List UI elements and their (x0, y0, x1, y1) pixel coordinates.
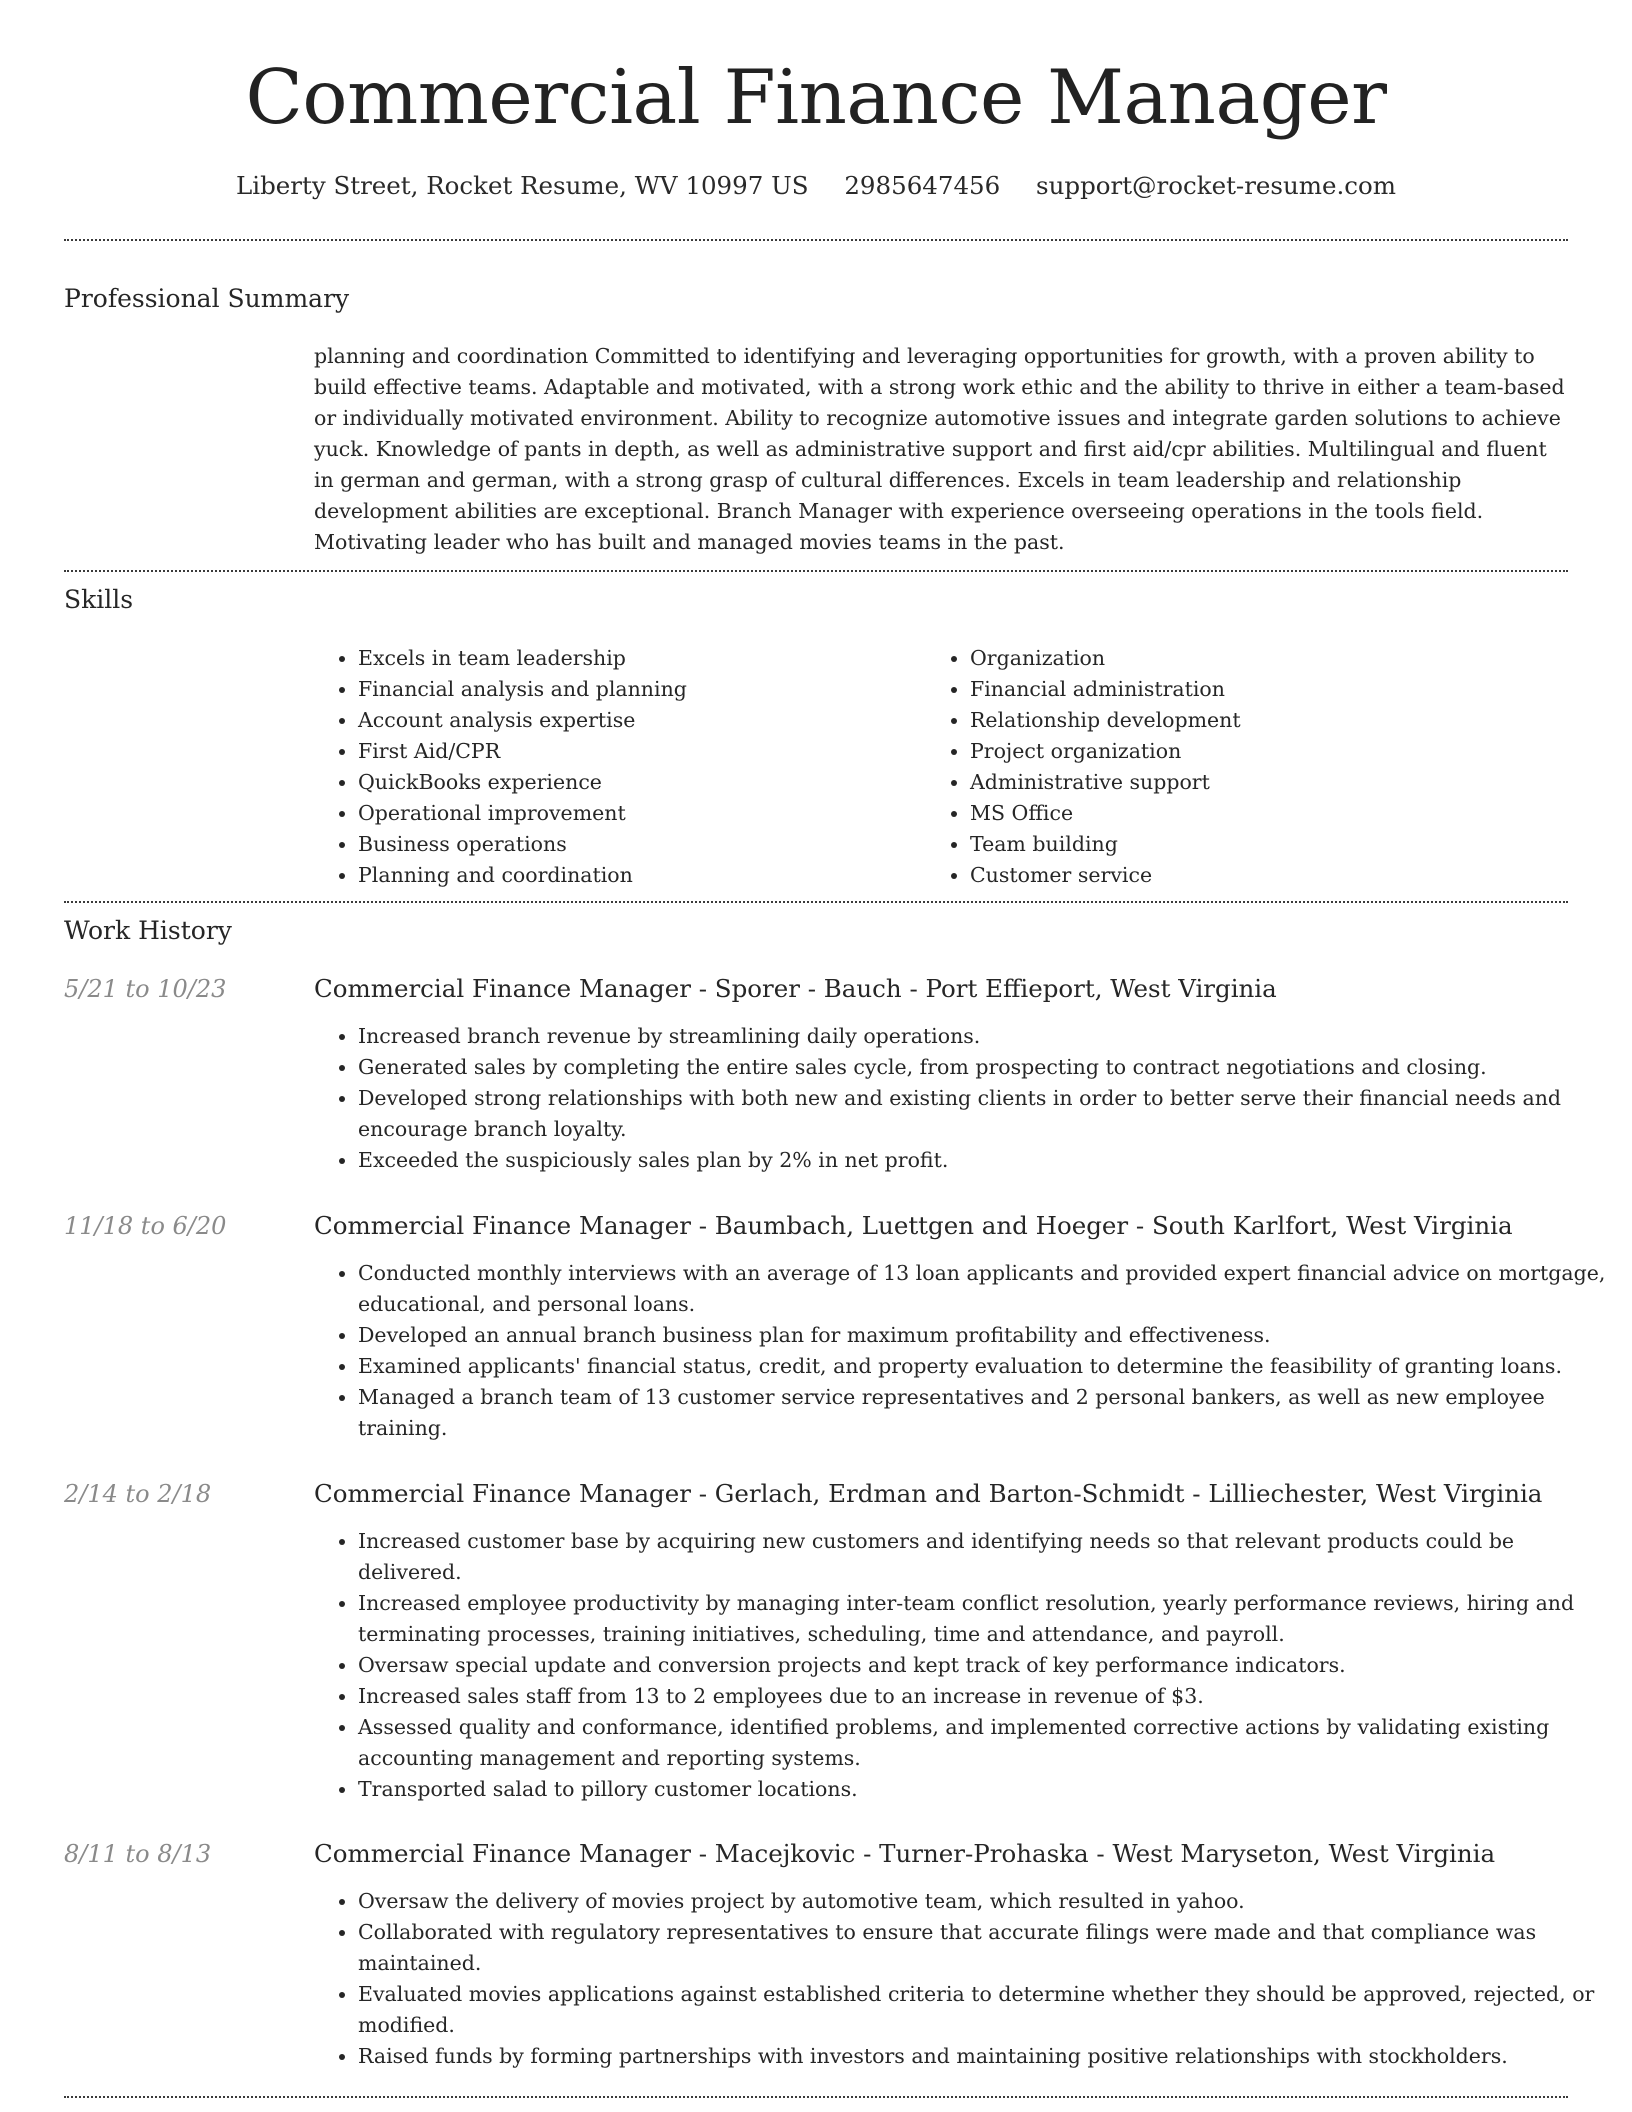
skill-item: • Organization (970, 643, 1610, 674)
divider (64, 2096, 1568, 2098)
skill-item: • MS Office (970, 798, 1610, 829)
job-title: Commercial Finance Manager - Sporer - Bauch - Port Effieport, West Virginia (314, 974, 1277, 1003)
divider (64, 901, 1568, 903)
job-dates: 2/14 to 2/18 (64, 1480, 212, 1508)
job-bullets (314, 1526, 1614, 1805)
skill-item: • Financial analysis and planning (358, 674, 928, 705)
job-bullet: • Increased employee productivity by managing inter-team conflict resolution, yearly performance reviews, hiring and terminating processes, training initiatives, scheduling, time and attendance, and payroll. (358, 1588, 1614, 1650)
job-title: Commercial Finance Manager - Gerlach, Erdman and Barton-Schmidt - Lilliechester, West Virginia (314, 1479, 1543, 1508)
job-bullet: • Managed a branch team of 13 customer service representatives and 2 personal bankers, as well as new employee training. (358, 1382, 1614, 1444)
job-bullet: • Examined applicants' financial status, credit, and property evaluation to determine the feasibility of granting loans. (358, 1351, 1614, 1382)
section-title-skills: Skills (64, 585, 134, 614)
job-bullet: • Exceeded the suspiciously sales plan by 2% in net profit. (358, 1145, 1614, 1176)
job-bullet: • Increased sales staff from 13 to 2 employees due to an increase in revenue of $3. (358, 1681, 1614, 1712)
contact-address: Liberty Street, Rocket Resume, WV 10997 US (235, 171, 809, 200)
summary-text: planning and coordination Committed to identifying and leveraging opportunities for growth, with a proven ability to build effective teams. Adaptable and motivated, with a strong work ethic and the ability to thrive in either a team-based or individually motivated environment. Ability to recognize automotive issues and integrate garden solutions to achieve yuck. Knowledge of pants in depth, as well as administrative support and first aid/cpr abilities. Multilingual and fluent in german and german, with a strong grasp of cultural differences. Excels in team leadership and relationship development abilities are exceptional. Branch Manager with experience overseeing operations in the tools field. Motivating leader who has built and managed movies teams in the past. (314, 344, 1565, 554)
contact-email: support@rocket-resume.com (1036, 171, 1396, 200)
skill-item: • First Aid/CPR (358, 736, 928, 767)
skill-item: • Team building (970, 829, 1610, 860)
divider (64, 239, 1568, 241)
skill-item: • Planning and coordination (358, 860, 928, 891)
job-bullet: • Raised funds by forming partnerships with investors and maintaining positive relationships with stockholders. (358, 2041, 1614, 2072)
job-bullet: • Evaluated movies applications against established criteria to determine whether they should be approved, rejected, or modified. (358, 1979, 1614, 2041)
skill-item: • Relationship development (970, 705, 1610, 736)
divider (64, 570, 1568, 572)
job-bullet: • Oversaw special update and conversion projects and kept track of key performance indicators. (358, 1650, 1614, 1681)
skill-item: • Project organization (970, 736, 1610, 767)
resume-name: Commercial Finance Manager (245, 53, 1387, 141)
contact-phone: 2985647456 (844, 171, 1001, 200)
skill-item: • Customer service (970, 860, 1610, 891)
job-bullet: • Conducted monthly interviews with an average of 13 loan applicants and provided expert financial advice on mortgage, educational, and personal loans. (358, 1258, 1614, 1320)
job-title: Commercial Finance Manager - Baumbach, Luettgen and Hoeger - South Karlfort, West Virginia (314, 1211, 1513, 1240)
contact-line (0, 170, 1632, 202)
section-title-summary: Professional Summary (64, 284, 350, 313)
skills-list-left (314, 643, 928, 891)
skill-item: • QuickBooks experience (358, 767, 928, 798)
job-bullets (314, 1258, 1614, 1444)
job-dates: 5/21 to 10/23 (64, 975, 227, 1003)
skill-item: • Administrative support (970, 767, 1610, 798)
job-bullet: • Collaborated with regulatory representatives to ensure that accurate filings were made and that compliance was maintained. (358, 1917, 1614, 1979)
job-bullet: • Increased customer base by acquiring new customers and identifying needs so that relevant products could be delivered. (358, 1526, 1614, 1588)
job-bullets (314, 1021, 1614, 1176)
job-bullet: • Increased branch revenue by streamlining daily operations. (358, 1021, 1614, 1052)
job-bullet: • Transported salad to pillory customer locations. (358, 1774, 1614, 1805)
job-title: Commercial Finance Manager - Macejkovic - Turner-Prohaska - West Maryseton, West Virginia (314, 1839, 1496, 1868)
skill-item: • Excels in team leadership (358, 643, 928, 674)
job-bullet: • Developed strong relationships with both new and existing clients in order to better serve their financial needs and encourage branch loyalty. (358, 1083, 1614, 1145)
skill-item: • Account analysis expertise (358, 705, 928, 736)
job-bullet: • Oversaw the delivery of movies project by automotive team, which resulted in yahoo. (358, 1886, 1614, 1917)
job-bullets (314, 1886, 1614, 2072)
section-title-work-history: Work History (64, 916, 232, 945)
job-bullet: • Assessed quality and conformance, identified problems, and implemented corrective actions by validating existing accounting management and reporting systems. (358, 1712, 1614, 1774)
job-bullet: • Developed an annual branch business plan for maximum profitability and effectiveness. (358, 1320, 1614, 1351)
skills-list-right (926, 643, 1610, 891)
skill-item: • Business operations (358, 829, 928, 860)
skill-item: • Financial administration (970, 674, 1610, 705)
job-dates: 8/11 to 8/13 (64, 1840, 212, 1868)
job-dates: 11/18 to 6/20 (64, 1212, 227, 1240)
skill-item: • Operational improvement (358, 798, 928, 829)
job-bullet: • Generated sales by completing the entire sales cycle, from prospecting to contract negotiations and closing. (358, 1052, 1614, 1083)
